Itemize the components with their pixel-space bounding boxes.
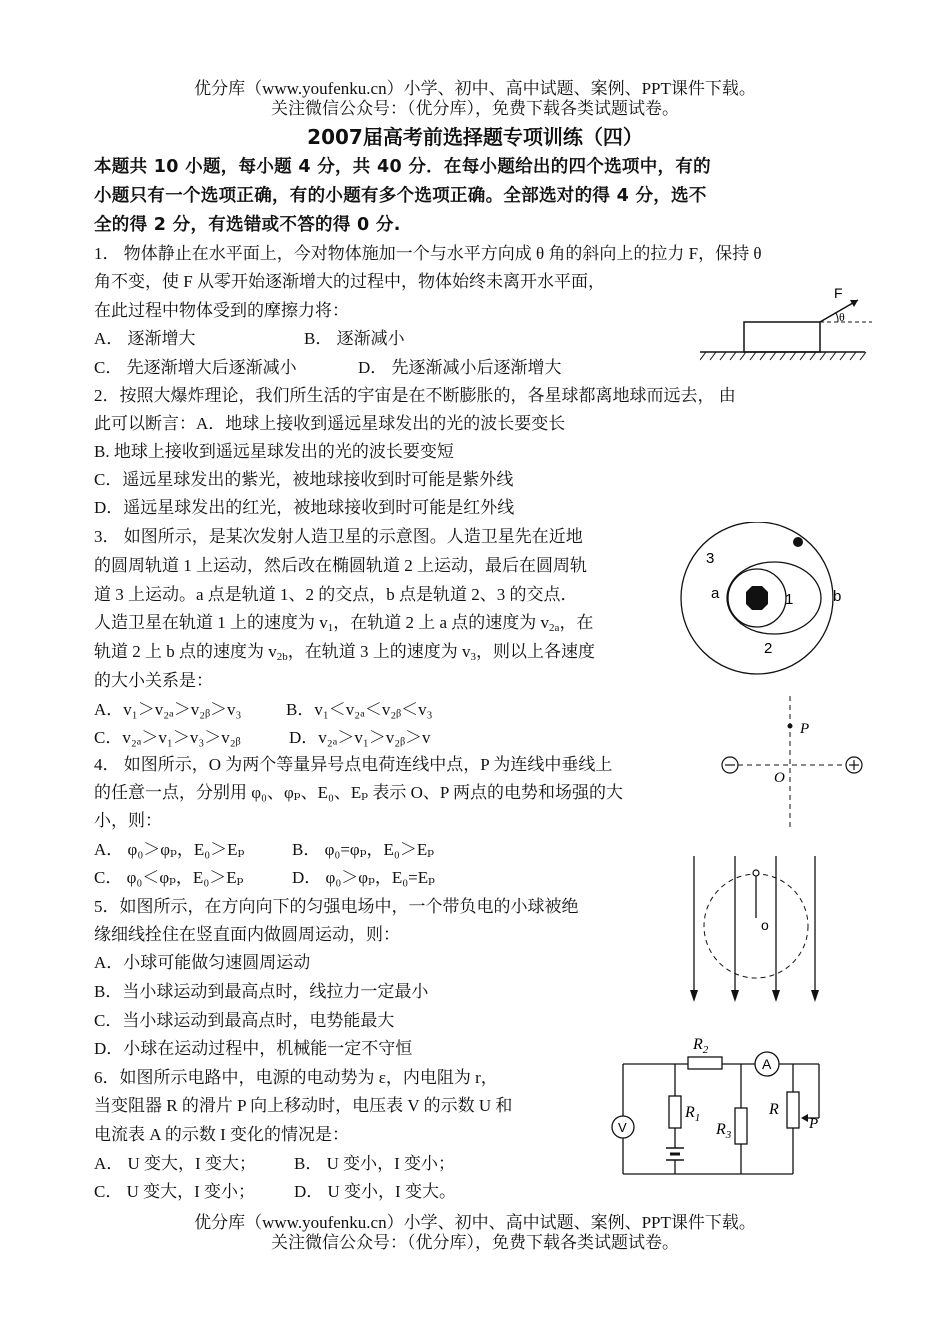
- q2-option-d: D．遥远星球发出的红光，被地球接收到时可能是红外线: [94, 498, 515, 517]
- q6-slider-arrow: [801, 1114, 808, 1122]
- footer-line-1: 优分库（www.youfenku.cn）小学、初中、高中试题、案例、PPT课件下载。: [194, 1213, 756, 1232]
- q1-label-F: F: [834, 285, 843, 301]
- q5-field-arrowheads: [690, 990, 819, 1002]
- q4-line-1: 4． 如图所示，O 为两个等量异号点电荷连线中点，P 为连线中垂线上: [94, 755, 613, 774]
- q6-figure-circuit: [605, 1030, 830, 1180]
- q5-field-lines: [694, 856, 815, 992]
- q5-ball: [753, 870, 759, 876]
- q3-satellite: [793, 537, 803, 547]
- q4-option-b: B． φ₀=φₚ，E₀＞Eₚ: [292, 840, 435, 859]
- instructions-line-2: 小题只有一个选项正确，有的小题有多个选项正确。全部选对的得 4 分，选不: [94, 186, 707, 206]
- header-line-1: 优分库（www.youfenku.cn）小学、初中、高中试题、案例、PPT课件下载。: [194, 79, 756, 98]
- q1-floor-hatching: [700, 352, 866, 360]
- q1-option-a: A． 逐渐增大: [94, 329, 196, 348]
- instructions-line-3: 全的得 2 分，有选错或不答的得 0 分.: [94, 215, 401, 235]
- q3-option-d: D．v₂ₐ＞v₁＞v₂ᵦ＞v: [289, 728, 431, 747]
- footer-line-2: 关注微信公众号：（优分库），免费下载各类试题试卷。: [271, 1233, 679, 1252]
- q3-label-b: b: [833, 588, 842, 605]
- q3-line-1: 3． 如图所示，是某次发射人造卫星的示意图。人造卫星先在近地: [94, 527, 583, 546]
- q4-label-O: O: [774, 770, 785, 786]
- q6-option-c: C． U 变大，I 变小；: [94, 1182, 256, 1201]
- q1-figure-block-on-floor: [700, 282, 875, 364]
- q3-figure-satellite-orbits: [676, 522, 862, 682]
- q5-line-2: 缘细线拴住在竖直面内做圆周运动，则：: [94, 925, 400, 944]
- q1-label-theta: θ: [839, 310, 845, 324]
- q6-label-R3: $R_3$: [716, 1121, 732, 1141]
- q6-resistor-R1: [669, 1096, 681, 1128]
- q4-option-d: D． φ₀＞φₚ，E₀=Eₚ: [292, 868, 435, 887]
- q6-label-R: R: [769, 1101, 779, 1118]
- q6-label-R1: $R_1$: [685, 1104, 701, 1124]
- q3-label-a: a: [711, 585, 720, 602]
- q4-label-P: P: [800, 721, 810, 737]
- q3-line-2: 的圆周轨道 1 上运动，然后改在椭圆轨道 2 上运动，最后在圆周轨: [94, 556, 587, 575]
- q4-option-c: C． φ₀＜φₚ，E₀＞Eₚ: [94, 868, 244, 887]
- q6-option-d: D． U 变小，I 变大。: [294, 1182, 456, 1201]
- q3-label-1: 1: [785, 591, 794, 608]
- q6-resistor-R3: [735, 1108, 747, 1144]
- q3-option-c: C．v₂ₐ＞v₁＞v₃＞v₂ᵦ: [94, 728, 241, 747]
- q6-line-3: 电流表 A 的示数 I 变化的情况是：: [94, 1125, 349, 1144]
- q2-option-c: C．遥远星球发出的紫光，被地球接收到时可能是紫外线: [94, 470, 514, 489]
- q3-line-3: 道 3 上运动。a 点是轨道 1、2 的交点，b 点是轨道 2、3 的交点．: [94, 585, 578, 604]
- q3-line-5: 轨道 2 上 b 点的速度为 $v_{2b}$，在轨道 3 上的速度为 $v_3$，则以上各速度: [94, 642, 595, 663]
- q6-option-a: A． U 变大，I 变大；: [94, 1154, 256, 1173]
- instructions-line-1: 本题共 10 小题，每小题 4 分，共 40 分．在每小题给出的四个选项中，有的: [94, 157, 711, 177]
- q3-line-4: 人造卫星在轨道 1 上的速度为 $v_1$，在轨道 2 上 a 点的速度为 $v_{2a}$，在: [94, 613, 594, 634]
- q1-block: [744, 322, 820, 352]
- header-line-2: 关注微信公众号：（优分库），免费下载各类试题试卷。: [271, 99, 679, 118]
- q4-figure-charges: [712, 696, 872, 832]
- q2-line-1: 2．按照大爆炸理论，我们所生活的宇宙是在不断膨胀的，各星球都离地球而远去， 由: [94, 386, 736, 405]
- q1-line-1: 1． 物体静止在水平面上，今对物体施加一个与水平方向成 θ 角的斜向上的拉力 F，保持 θ: [94, 244, 762, 263]
- q3-line-6: 的大小关系是：: [94, 671, 213, 690]
- q6-label-R2: $R_2$: [693, 1036, 709, 1056]
- q2-option-b: B. 地球上接收到遥远星球发出的光的波长要变短: [94, 442, 454, 461]
- q6-label-P: P: [809, 1116, 819, 1132]
- q3-label-2: 2: [764, 640, 773, 657]
- q4-line-3: 小，则：: [94, 811, 162, 830]
- q4-line-2: 的任意一点，分别用 φ₀、φₚ、E₀、Eₚ 表示 O、P 两点的电势和场强的大: [94, 783, 623, 802]
- q5-label-o: o: [761, 917, 769, 933]
- q1-line-2: 角不变，使 F 从零开始逐渐增大的过程中，物体始终未离开水平面，: [94, 272, 605, 291]
- q3-option-b: B．v₁＜v₂ₐ＜v₂ᵦ＜v₃: [286, 700, 433, 719]
- q1-option-b: B． 逐渐减小: [304, 329, 405, 348]
- q6-line-2: 当变阻器 R 的滑片 P 向上移动时，电压表 V 的示数 U 和: [94, 1096, 513, 1115]
- q1-angle-arc: [836, 313, 838, 322]
- q5-option-c: C．当小球运动到最高点时，电势能最大: [94, 1011, 395, 1030]
- q6-resistor-R2: [688, 1057, 722, 1069]
- q6-label-A: A: [762, 1056, 772, 1072]
- q5-option-b: B．当小球运动到最高点时，线拉力一定最小: [94, 982, 429, 1001]
- q3-label-3: 3: [706, 550, 715, 567]
- q6-option-b: B． U 变小，I 变小；: [294, 1154, 456, 1173]
- q5-option-a: A．小球可能做匀速圆周运动: [94, 953, 311, 972]
- q3-earth: [746, 586, 768, 610]
- q6-label-V: V: [618, 1120, 627, 1135]
- q1-option-d: D． 先逐渐减小后逐渐增大: [358, 358, 562, 377]
- q5-option-d: D．小球在运动过程中，机械能一定不守恒: [94, 1039, 413, 1058]
- q4-option-a: A． φ₀＞φₚ，E₀＞Eₚ: [94, 840, 245, 859]
- q2-line-2: 此可以断言：A．地球上接收到遥远星球发出的光的波长要变长: [94, 414, 566, 433]
- q3-option-a: A．v₁＞v₂ₐ＞v₂ᵦ＞v₃: [94, 700, 242, 719]
- q6-line-1: 6．如图所示电路中，电源的电动势为 ε，内电阻为 r，: [94, 1068, 498, 1087]
- q5-line-1: 5．如图所示，在方向向下的匀强电场中，一个带负电的小球被绝: [94, 897, 579, 916]
- q5-figure-electric-field: [684, 854, 824, 1006]
- page-title: 2007届高考前选择题专项训练（四）: [307, 125, 643, 149]
- q1-option-c: C． 先逐渐增大后逐渐减小: [94, 358, 297, 377]
- q6-rheostat-R: [787, 1092, 799, 1128]
- q3-orbit-2: [727, 562, 821, 634]
- q1-line-3: 在此过程中物体受到的摩擦力将：: [94, 301, 349, 320]
- q4-point-P: [788, 724, 793, 729]
